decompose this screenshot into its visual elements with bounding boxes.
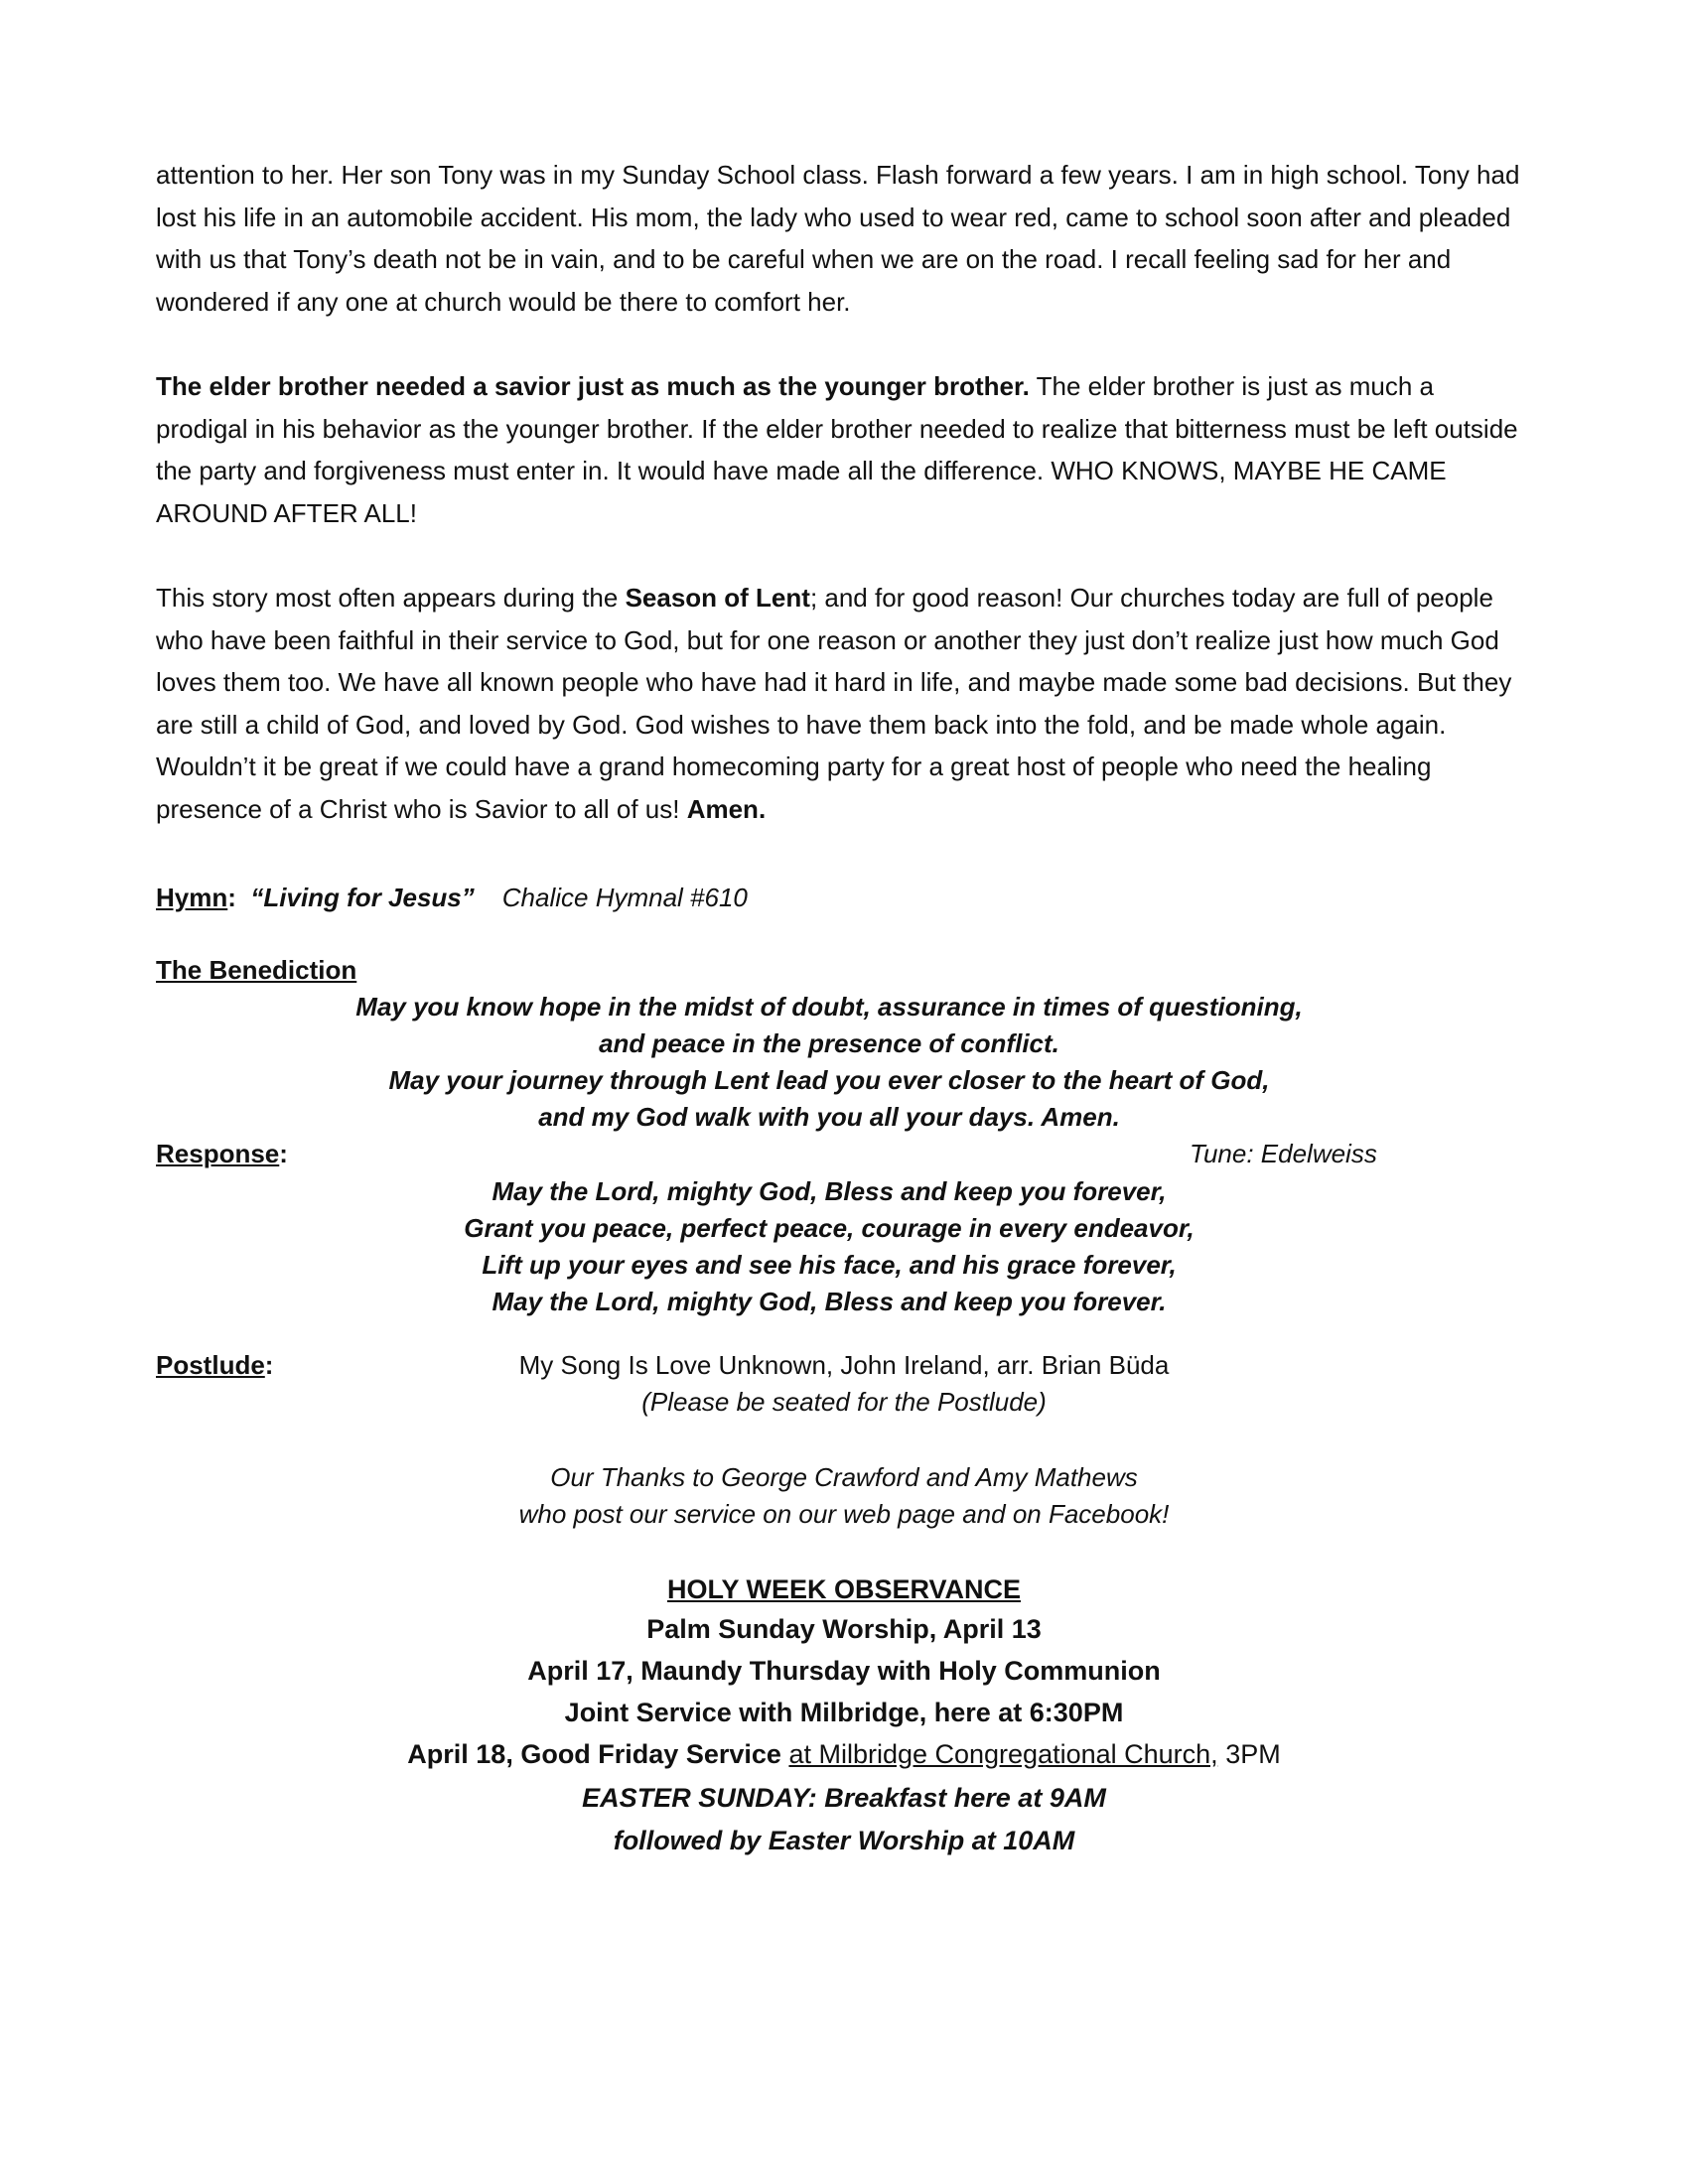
paragraph-2-text: The elder brother is just as much a prodigal in his behavior as the younger brother. If the elder brother needed to realize that bitterness must be left outside the party and forgiveness must enter in. It would have made all the difference. WHO KNOWS, MAYBE HE CAME AROUND AFTER ALL! [156,371,1518,528]
good-friday-time: 3PM [1217,1739,1281,1769]
paragraph-3-text-a: This story most often appears during the [156,583,626,613]
amen: Amen. [686,793,767,824]
palm-sunday-line: Palm Sunday Worship, April 13 [646,1614,1042,1644]
season-of-lent: Season of Lent [625,583,810,613]
thanks-line: who post our service on our web page and on Facebook! [518,1499,1170,1529]
hymn-line [156,880,748,915]
postlude-note: (Please be seated for the Postlude) [641,1387,1047,1417]
benediction-heading: The Benediction [156,955,357,985]
elder-brother-statement: The elder brother needed a savior just as much as the younger brother. [156,371,1030,401]
good-friday-location: at Milbridge Congregational Church, [788,1739,1218,1769]
good-friday-line [0,1734,1688,1774]
hymn-title: “Living for Jesus” [250,883,475,912]
joint-service-line: Joint Service with Milbridge, here at 6:30PM [564,1698,1124,1727]
easter-worship-line: followed by Easter Worship at 10AM [613,1826,1075,1855]
response-line: Grant you peace, perfect peace, courage in every endeavor, [464,1213,1195,1243]
benediction-line: May your journey through Lent lead you ever closer to the heart of God, [388,1065,1270,1095]
response-tune: Tune: Edelweiss [1190,1139,1377,1168]
sermon-paragraph-1: attention to her. Her son Tony was in my Sunday School class. Flash forward a few years. I am in high school. Tony had lost his life in an automobile accident. His mom, the lady who used to wear red, came to school soon after and pleaded with us that Tony’s death not be in vain, and to be careful when we are on the road. I recall feeling sad for her and wondered if any one at church would be there to comfort her. [156,160,1520,317]
response-line: Lift up your eyes and see his face, and his grace forever, [482,1250,1177,1280]
holy-week-heading: HOLY WEEK OBSERVANCE [666,1574,1022,1604]
hymn-label: Hymn [156,883,228,912]
response-line: May the Lord, mighty God, Bless and keep you forever. [492,1287,1167,1316]
paragraph-3-text-b: ; and for good reason! Our churches today are full of people who have been faithful in their service to God, but for one reason or another they just don’t realize just how much God loves them too. We have all known people who have had it hard in life, and maybe made some bad decisions. But they are still a child of God, and loved by God. God wishes to have them back into the fold, and be made whole again. Wouldn’t it be great if we could have a grand homecoming party for a great host of people who need the healing presence of a Christ who is Savior to all of us! [156,583,1512,824]
sermon-paragraph-3 [156,577,1531,830]
postlude-piece: My Song Is Love Unknown, John Ireland, arr. Brian Büda [518,1350,1170,1380]
response-label-line [156,1136,288,1171]
benediction-line: and my God walk with you all your days. Amen. [538,1102,1120,1132]
benediction-line: and peace in the presence of conflict. [599,1028,1059,1058]
sermon-paragraph-2 [156,365,1531,534]
benediction-line: May you know hope in the midst of doubt, assurance in times of questioning, [355,992,1303,1022]
postlude-label: Postlude [156,1350,265,1380]
thanks-line: Our Thanks to George Crawford and Amy Mathews [550,1462,1138,1492]
good-friday-service: April 18, Good Friday Service [407,1739,781,1769]
hymn-source: Chalice Hymnal #610 [501,883,748,912]
response-colon: : [279,1139,288,1168]
maundy-thursday-line: April 17, Maundy Thursday with Holy Communion [527,1656,1161,1686]
response-line: May the Lord, mighty God, Bless and keep you forever, [492,1176,1167,1206]
easter-breakfast-line: EASTER SUNDAY: Breakfast here at 9AM [582,1783,1106,1813]
postlude-colon: : [264,1350,274,1380]
response-label: Response [156,1139,280,1168]
hymn-colon: : [227,883,236,912]
